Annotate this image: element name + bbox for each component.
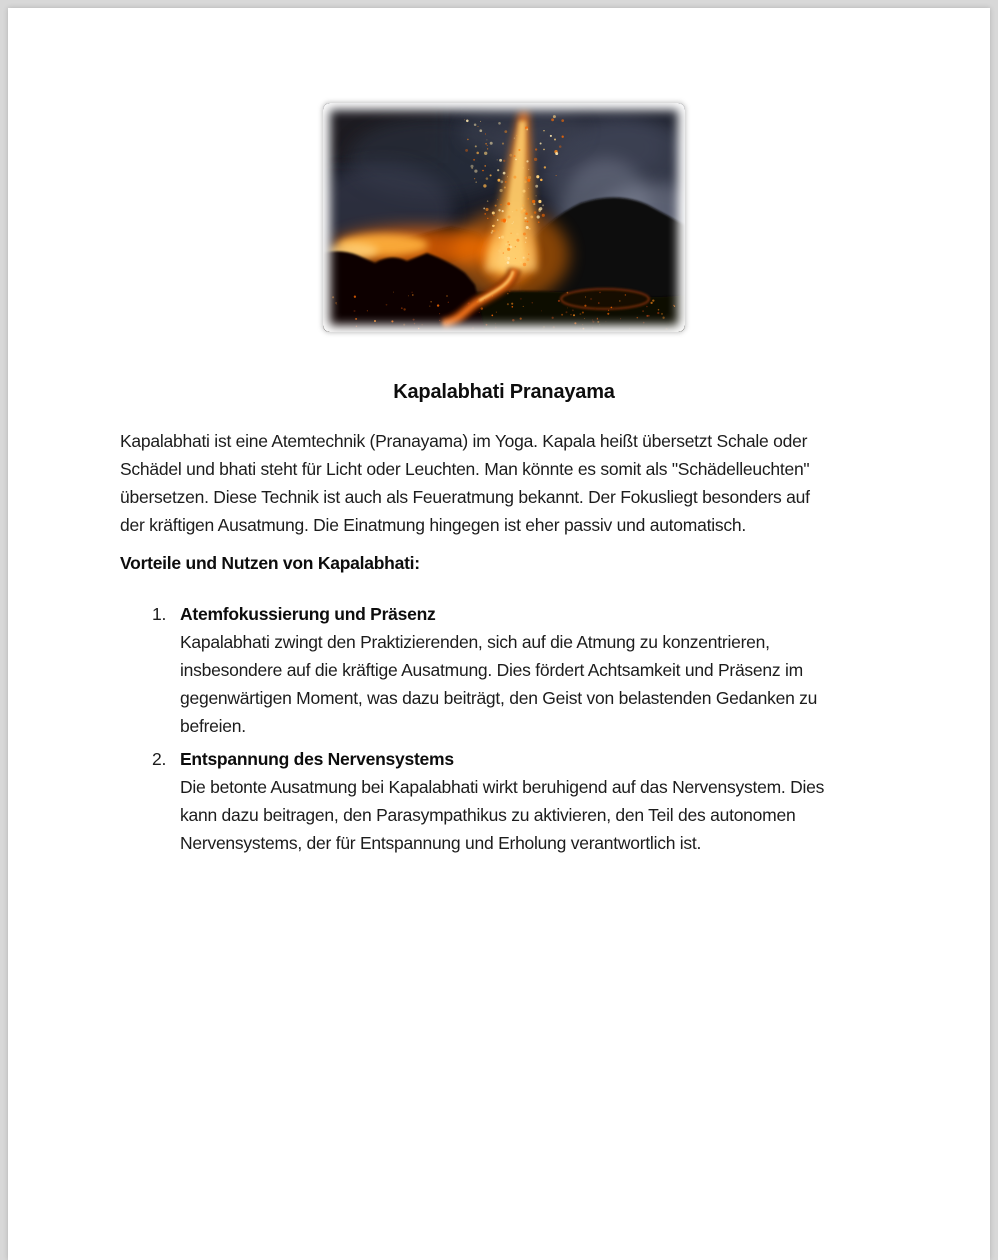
text-line: befreien. bbox=[180, 716, 246, 736]
benefits-list bbox=[120, 600, 888, 857]
intro-paragraph bbox=[120, 427, 888, 539]
list-item-number: 2. bbox=[152, 749, 167, 769]
text-line: Die betonte Ausatmung bei Kapalabhati wirkt beruhigend auf das Nervensystem. Dies bbox=[180, 777, 825, 797]
list-item-body bbox=[180, 600, 817, 740]
list-item bbox=[120, 745, 888, 857]
document-page bbox=[8, 8, 990, 1260]
text-line: Kapalabhati zwingt den Praktizierenden, sich auf die Atmung zu konzentrieren, bbox=[180, 632, 770, 652]
list-item-body bbox=[180, 745, 824, 857]
text-line: Kapalabhati ist eine Atemtechnik (Pranayama) im Yoga. Kapala heißt übersetzt Schale oder bbox=[120, 431, 808, 451]
list-item-number: 1. bbox=[152, 604, 167, 624]
text-line: kann dazu beitragen, den Parasympathikus zu aktivieren, den Teil des autonomen bbox=[180, 805, 796, 825]
document-title: Kapalabhati Pranayama bbox=[393, 381, 615, 403]
document-content bbox=[8, 103, 990, 857]
volcano-image bbox=[323, 103, 685, 332]
volcano-illustration bbox=[323, 103, 685, 332]
text-line: Schädel und bhati steht für Licht oder Leuchten. Man könnte es somit als "Schädelleuchten" bbox=[120, 459, 810, 479]
text-line: gegenwärtigen Moment, was dazu beiträgt, den Geist von belastenden Gedanken zu bbox=[180, 688, 818, 708]
text-line: insbesondere auf die kräftige Ausatmung. Dies fördert Achtsamkeit und Präsenz im bbox=[180, 660, 803, 680]
benefits-heading: Vorteile und Nutzen von Kapalabhati: bbox=[120, 553, 420, 573]
text-line: übersetzen. Diese Technik ist auch als Feueratmung bekannt. Der Fokusliegt besonders auf bbox=[120, 487, 810, 507]
list-item bbox=[120, 600, 888, 740]
text-line: der kräftigen Ausatmung. Die Einatmung hingegen ist eher passiv und automatisch. bbox=[120, 515, 746, 535]
list-item-title: Atemfokussierung und Präsenz bbox=[180, 604, 436, 624]
text-line: Nervensystems, der für Entspannung und Erholung verantwortlich ist. bbox=[180, 833, 702, 853]
list-item-title: Entspannung des Nervensystems bbox=[180, 749, 454, 769]
